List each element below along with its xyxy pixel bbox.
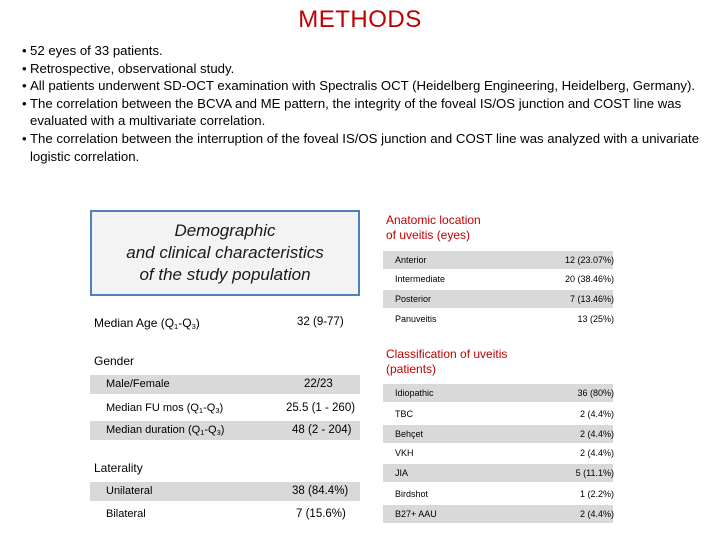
- bullet-item: • The correlation between the BCVA and ME pattern, the integrity of the foveal IS/OS junction and COST line was evaluated with a multivariate correlation.: [22, 95, 682, 129]
- classification-value: 2 (4.4%): [579, 429, 614, 439]
- laterality-label: Laterality: [94, 461, 143, 475]
- median-duration-value: 48 (2 - 204): [292, 424, 352, 436]
- anatomic-value: 13 (25%): [577, 314, 614, 324]
- median-duration-label: Median duration $(Q_1-Q_3)$: [106, 424, 225, 437]
- anatomic-value: 20 (38.46%): [564, 274, 614, 284]
- bullet-item: • All patients underwent SD-OCT examination with Spectralis OCT (Heidelberg Engineering, Heidelberg, Germany).: [22, 78, 696, 94]
- demographics-title-line: Demographic: [174, 221, 276, 240]
- methods-bullet-list: [22, 42, 712, 165]
- unilateral-value: 38 (84.4%): [292, 485, 349, 497]
- bullet-item: • 52 eyes of 33 patients.: [22, 43, 163, 58]
- bullet-icon: •: [22, 60, 27, 76]
- anatomic-label: Anterior: [395, 255, 427, 265]
- classification-heading: Classification of uveitis (patients): [386, 347, 508, 376]
- anatomic-label: Posterior: [395, 294, 432, 304]
- median-fu-value: 25.5 (1 - 260): [286, 402, 356, 414]
- classification-label: Idiopathic: [395, 388, 434, 398]
- bullet-icon: •: [22, 130, 27, 146]
- anatomic-label: Intermediate: [395, 274, 446, 284]
- classification-value: 2 (4.4%): [579, 409, 614, 419]
- classification-label: TBC: [395, 409, 413, 419]
- page-title: METHODS: [298, 6, 422, 33]
- classification-label: VKH: [395, 448, 414, 458]
- classification-value: 2 (4.4%): [579, 448, 614, 458]
- classification-value: 36 (80%): [577, 388, 614, 398]
- male-female-value: 22/23: [304, 378, 333, 390]
- bilateral-value: 7 (15.6%): [296, 508, 346, 520]
- anatomic-value: 7 (13.46%): [569, 294, 614, 304]
- classification-label: Behçet: [395, 429, 424, 439]
- bullet-icon: •: [22, 78, 27, 94]
- classification-value: 2 (4.4%): [579, 509, 614, 519]
- classification-value: 5 (11.1%): [575, 468, 614, 478]
- classification-label: Birdshot: [395, 489, 429, 499]
- anatomic-label: Panuveitis: [395, 314, 437, 324]
- demographics-title-line: of the study population: [139, 265, 311, 284]
- demographics-title-line: and clinical characteristics: [126, 243, 324, 262]
- median-age-label: Median Age $(Q_1-Q_3)$: [94, 316, 200, 331]
- anatomic-location-heading: Anatomic location of uveitis (eyes): [386, 213, 481, 242]
- median-fu-label: Median FU mos $(Q_1-Q_3)$: [106, 402, 224, 415]
- bullet-item: • Retrospective, observational study.: [22, 60, 235, 76]
- bullet-icon: •: [22, 95, 27, 111]
- bilateral-label: Bilateral: [106, 508, 146, 520]
- bullet-item: • The correlation between the interruption of the foveal IS/OS junction and COST line was analyzed with a univariate logistic correlation.: [22, 130, 700, 164]
- median-age-value: 32 (9-77): [297, 316, 344, 328]
- classification-label: JIA: [395, 468, 409, 478]
- male-female-label: Male/Female: [106, 378, 170, 390]
- classification-label: B27+ AAU: [395, 509, 437, 519]
- bullet-icon: •: [22, 43, 27, 58]
- gender-label: Gender: [94, 354, 135, 368]
- classification-value: 1 (2.2%): [579, 489, 614, 499]
- demographics-title-box: [90, 210, 360, 296]
- anatomic-value: 12 (23.07%): [564, 255, 614, 265]
- unilateral-label: Unilateral: [106, 485, 153, 497]
